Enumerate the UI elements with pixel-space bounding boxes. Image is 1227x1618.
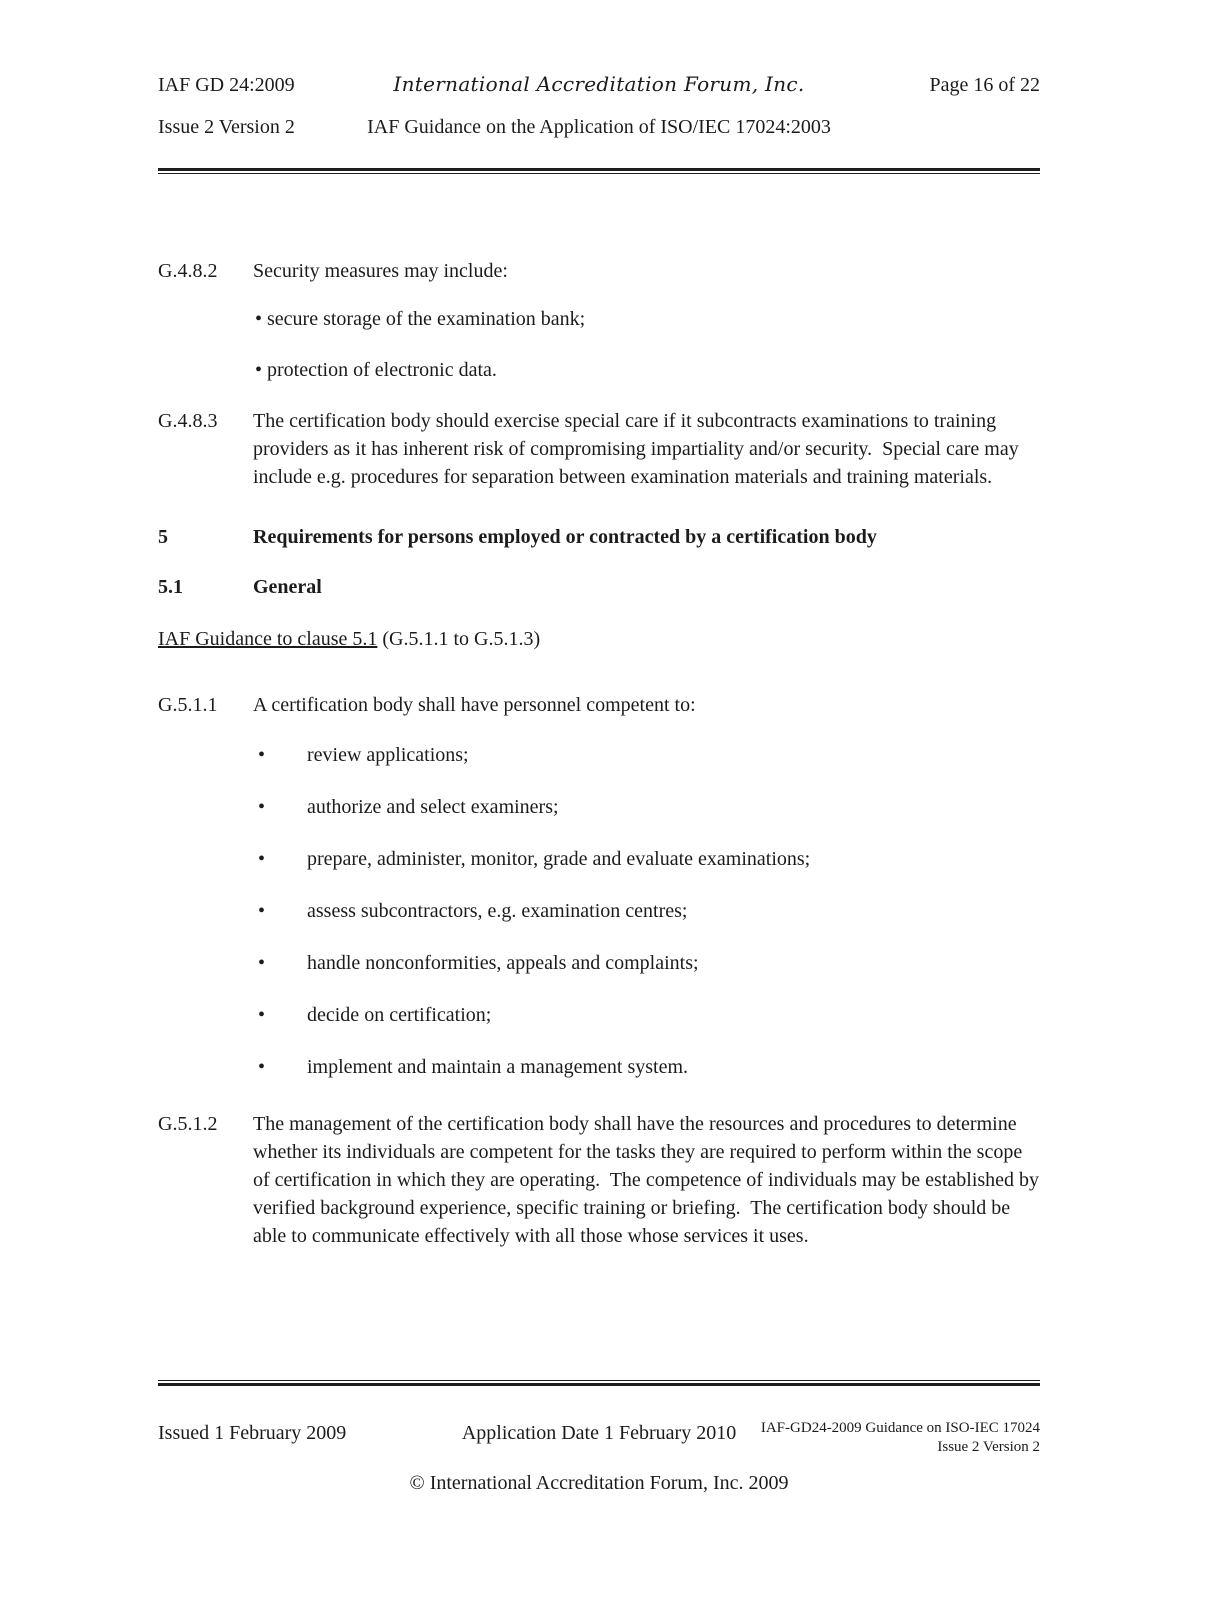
document-title: IAF Guidance on the Application of ISO/IEC 17024:2003: [367, 116, 831, 138]
bullet-list-g511: [258, 741, 1040, 1081]
list-item-text: handle nonconformities, appeals and complaints;: [307, 952, 699, 974]
list-item-text: decide on certification;: [307, 1004, 492, 1026]
doc-reference: IAF GD 24:2009: [158, 74, 295, 96]
bullet-list-g482: [255, 305, 1040, 384]
list-item-text: authorize and select examiners;: [307, 796, 559, 818]
list-item: [258, 1001, 1040, 1029]
document-body: [158, 257, 1045, 1250]
list-item: [258, 845, 1040, 873]
bullet-marker: [258, 845, 307, 873]
clause-text: The certification body should exercise special care if it subcontracts examinations to training providers as it has inherent risk of compromising impartiality and/or security. Special care may include e.g. procedures for separation between examination materials and training materials.: [253, 410, 1024, 488]
bullet-marker: [258, 741, 307, 769]
footer-divider-rule: [158, 1380, 1040, 1386]
bullet-marker: [258, 897, 307, 925]
header-row-2: [158, 113, 1040, 141]
clause-number: G.5.1.1: [158, 694, 218, 716]
clause-g483: [158, 407, 1040, 491]
footer-doc-id: [736, 1419, 1040, 1457]
list-item: [258, 897, 1040, 925]
section-title: Requirements for persons employed or contracted by a certification body: [253, 526, 877, 548]
bullet-marker: [258, 1001, 307, 1029]
page-footer: [158, 1380, 1040, 1497]
list-item-text: assess subcontractors, e.g. examination centres;: [307, 900, 688, 922]
clause-g482: [158, 257, 1040, 285]
footer-row: [158, 1419, 1040, 1457]
list-item: [258, 1053, 1040, 1081]
clause-g512: [158, 1110, 1045, 1250]
section-number: 5.1: [158, 576, 183, 598]
footer-doc-id-line1: IAF-GD24-2009 Guidance on ISO-IEC 17024: [760, 1420, 1040, 1436]
page-number: Page 16 of 22: [929, 74, 1040, 96]
list-item-text: protection of electronic data.: [267, 359, 497, 381]
guidance-reference-underlined: IAF Guidance to clause 5.1: [158, 628, 378, 650]
list-item: [258, 949, 1040, 977]
page-header: [158, 70, 1040, 174]
bullet-marker: [258, 1053, 307, 1081]
list-item-text: review applications;: [307, 744, 469, 766]
guidance-reference-line: [158, 625, 1040, 653]
list-item-text: implement and maintain a management system.: [307, 1056, 689, 1078]
organization-name: International Accreditation Forum, Inc.: [393, 72, 805, 96]
section-number: 5: [158, 526, 168, 548]
list-item-text: prepare, administer, monitor, grade and evaluate examinations;: [307, 848, 811, 870]
clause-text: A certification body shall have personnel competent to:: [253, 694, 696, 716]
footer-doc-id-line2: Issue 2 Version 2: [937, 1439, 1040, 1455]
clause-number: G.4.8.3: [158, 410, 218, 432]
issue-version: Issue 2 Version 2: [158, 116, 295, 138]
clause-g511: [158, 691, 1040, 719]
clause-number: G.4.8.2: [158, 260, 218, 282]
header-row-1: [158, 70, 1040, 99]
section-title: General: [253, 576, 322, 598]
issued-date: Issued 1 February 2009: [158, 1422, 347, 1444]
bullet-marker: [258, 949, 307, 977]
copyright-notice: © International Accreditation Forum, Inc. 2009: [409, 1472, 789, 1494]
list-item: [258, 793, 1040, 821]
bullet-marker: [258, 793, 307, 821]
list-item: [255, 356, 1040, 384]
clause-text: The management of the certification body shall have the resources and procedures to determine whether its individuals are competent for the tasks they are required to perform within the scope of certification in which they are operating. The competence of individuals may be established by verified background experience, specific training or briefing. The certification body should be able to communicate effectively with all those whose services it uses.: [253, 1113, 1045, 1247]
application-date: Application Date 1 February 2010: [461, 1422, 737, 1444]
list-item: [258, 741, 1040, 769]
list-item-text: secure storage of the examination bank;: [267, 308, 586, 330]
header-divider-rule: [158, 168, 1040, 174]
clause-number: G.5.1.2: [158, 1113, 218, 1135]
guidance-reference-range: (G.5.1.1 to G.5.1.3): [377, 628, 541, 650]
clause-text: Security measures may include:: [253, 260, 508, 282]
section-5-heading: [158, 523, 1040, 551]
list-item: [255, 305, 1040, 333]
section-51-heading: [158, 573, 1040, 601]
